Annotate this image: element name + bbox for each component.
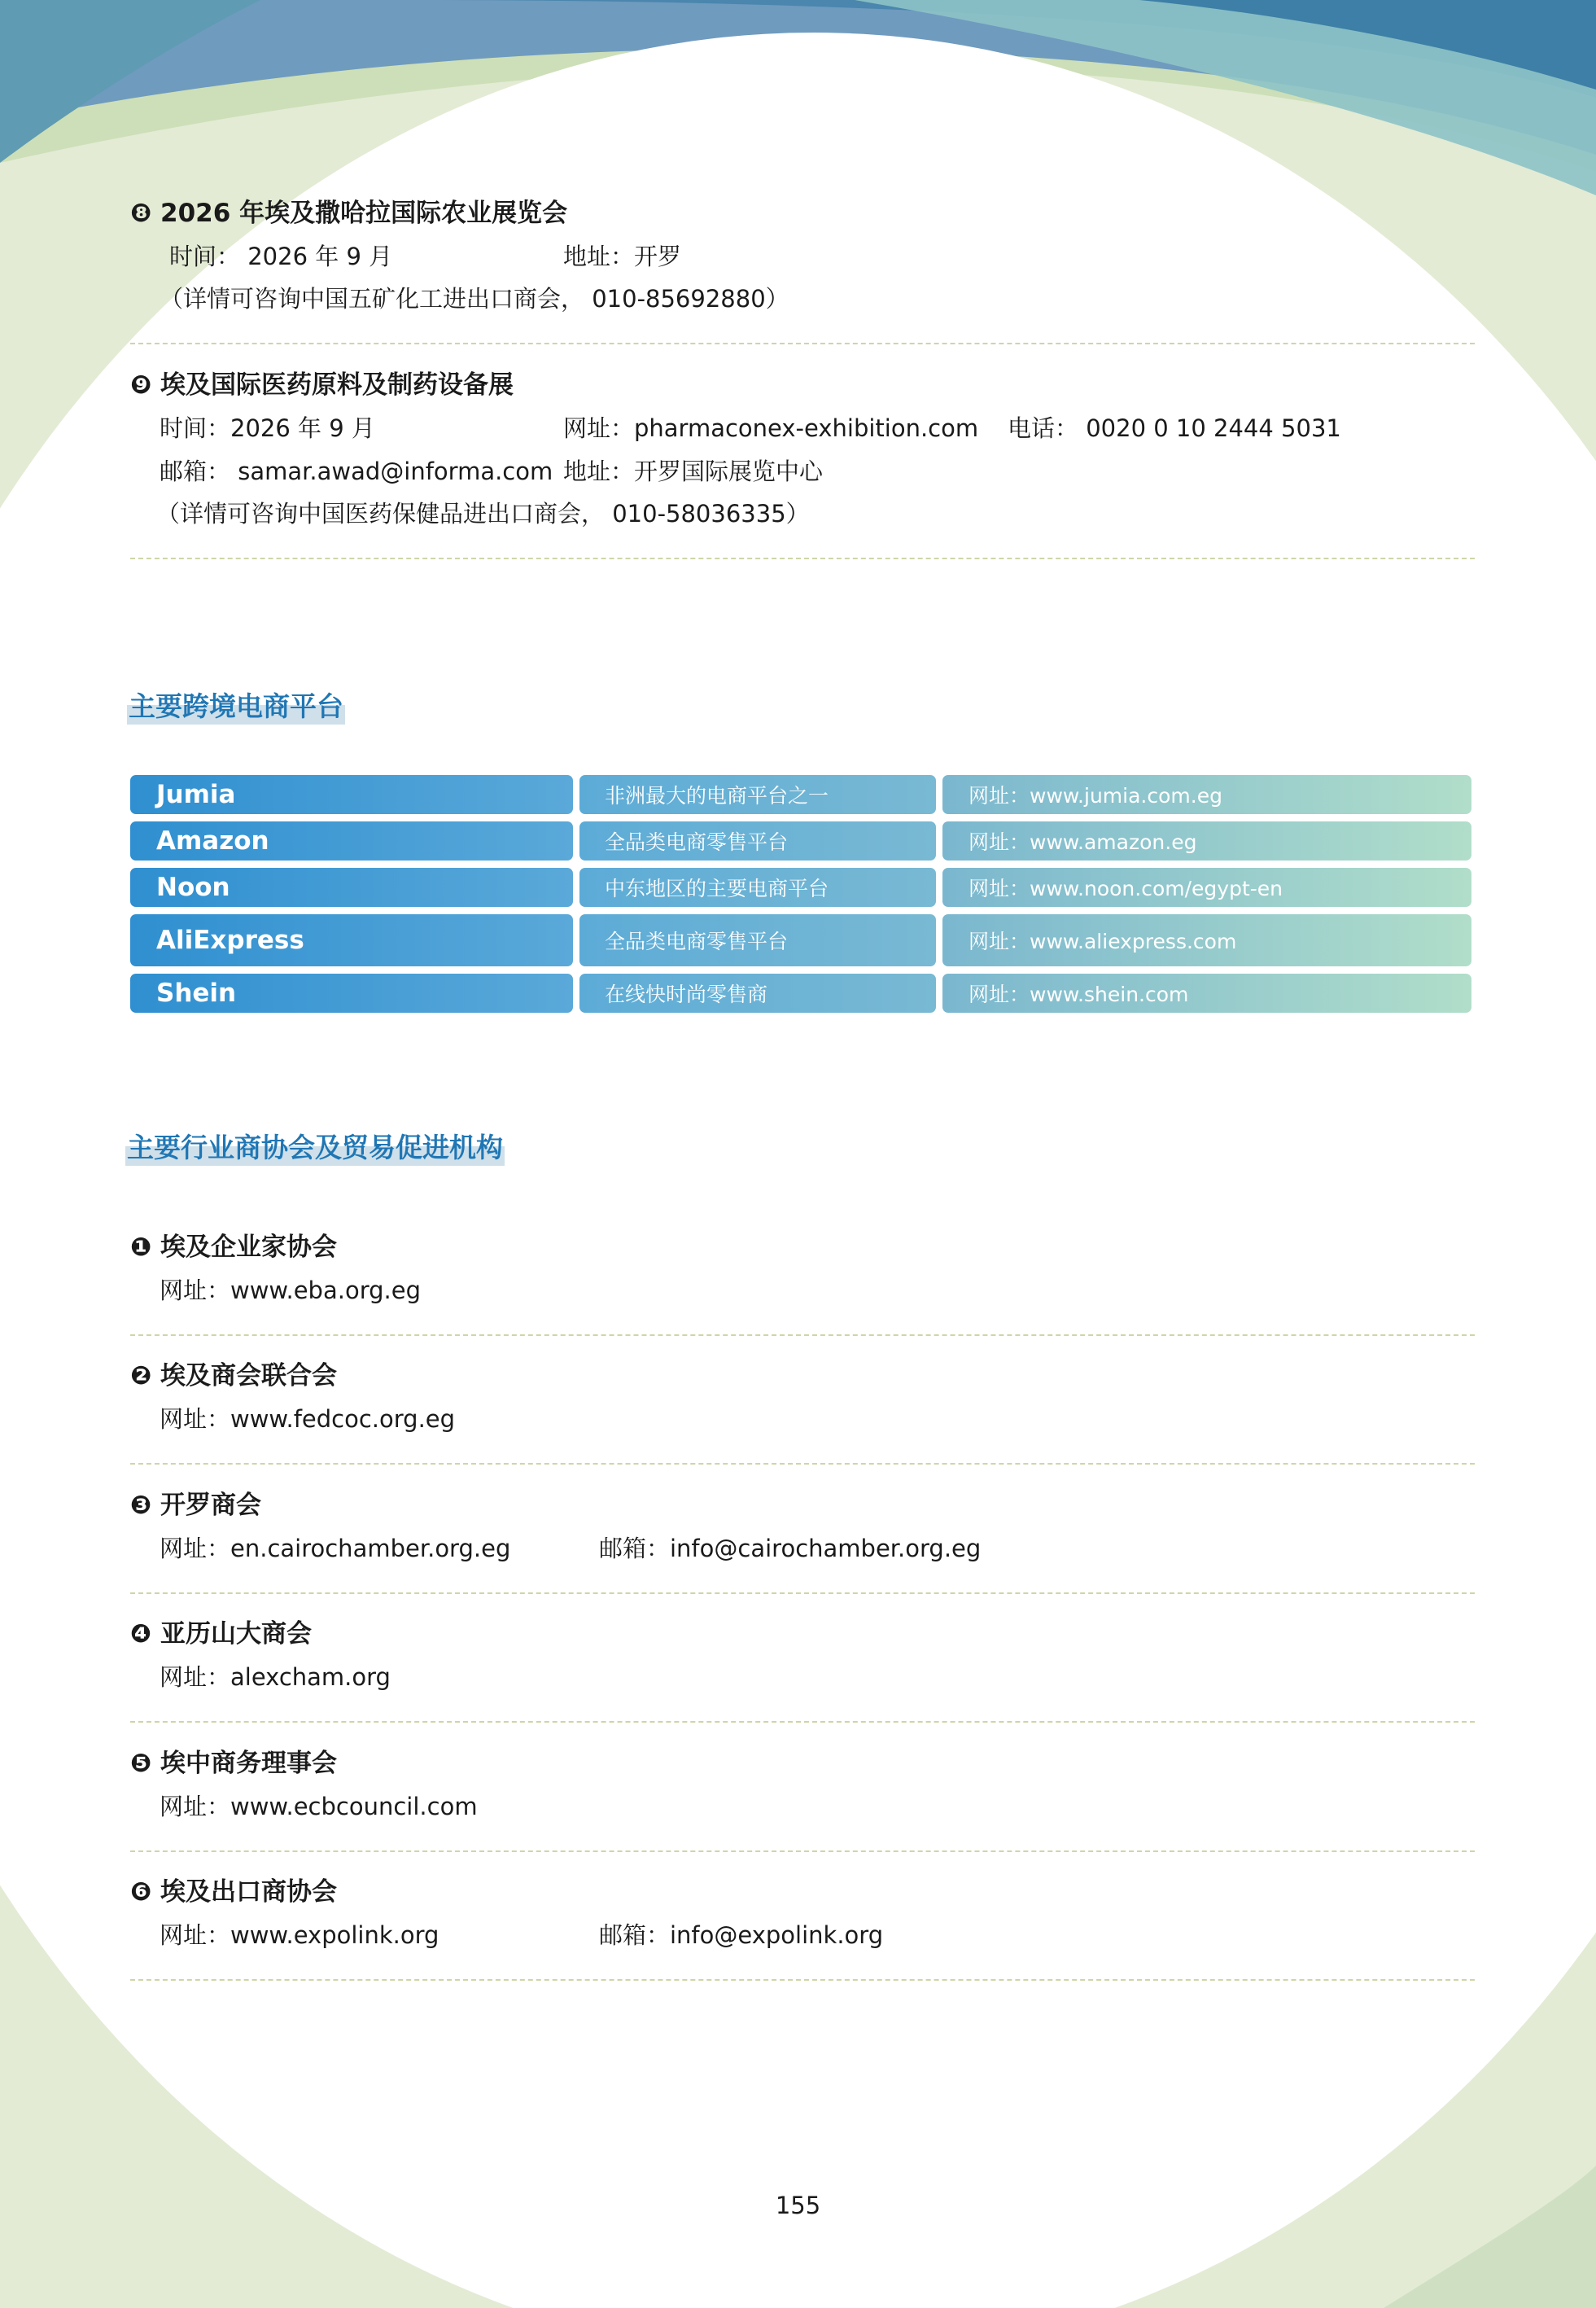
association-5-name: ❺ 埃中商务理事会 <box>130 1749 338 1778</box>
association-6-email: 邮箱：info@expolink.org <box>599 1921 884 1949</box>
exhibition-9-time: 时间：2026 年 9 月 <box>160 414 375 442</box>
number-3-icon: ❸ <box>130 1491 152 1520</box>
number-5-icon: ❺ <box>130 1749 152 1778</box>
separator <box>130 1979 1475 1981</box>
number-8-icon: ❽ <box>130 199 152 228</box>
platform-name: Noon <box>130 868 573 907</box>
exhibition-8-note: （详情可咨询中国五矿化工进出口商会， 010-85692880） <box>160 285 789 313</box>
association-6-name: ❻ 埃及出口商协会 <box>130 1877 338 1907</box>
separator <box>130 1721 1475 1723</box>
platform-desc: 在线快时尚零售商 <box>579 974 936 1013</box>
association-2-website: 网址：www.fedcoc.org.eg <box>160 1405 456 1433</box>
separator <box>130 1334 1475 1336</box>
number-9-icon: ❾ <box>130 370 152 400</box>
platform-url: 网址：www.aliexpress.com <box>942 914 1471 966</box>
exhibition-8-time: 时间： 2026 年 9 月 <box>169 243 393 270</box>
separator <box>130 1592 1475 1594</box>
separator <box>130 558 1475 559</box>
ecommerce-section-title: 主要跨境电商平台 <box>127 689 345 725</box>
association-6-website: 网址：www.expolink.org <box>160 1921 439 1949</box>
exhibition-9-address: 地址：开罗国际展览中心 <box>563 458 824 485</box>
exhibition-9-phone: 电话： 0020 0 10 2444 5031 <box>1008 414 1341 442</box>
association-2-name: ❷ 埃及商会联合会 <box>130 1361 338 1390</box>
exhibition-8-address: 地址：开罗 <box>563 243 682 270</box>
platform-desc: 中东地区的主要电商平台 <box>579 868 936 907</box>
platform-url: 网址：www.noon.com/egypt-en <box>942 868 1471 907</box>
separator <box>130 343 1475 344</box>
separator <box>130 1850 1475 1852</box>
number-6-icon: ❻ <box>130 1877 152 1907</box>
platform-url: 网址：www.jumia.com.eg <box>942 775 1471 814</box>
number-4-icon: ❹ <box>130 1619 152 1649</box>
platform-desc: 全品类电商零售平台 <box>579 914 936 966</box>
platform-name: Jumia <box>130 775 573 814</box>
platform-desc: 全品类电商零售平台 <box>579 821 936 861</box>
association-4-website: 网址：alexcham.org <box>160 1663 391 1691</box>
association-3-website: 网址：en.cairochamber.org.eg <box>160 1535 511 1562</box>
association-4-name: ❹ 亚历山大商会 <box>130 1619 313 1649</box>
separator <box>130 1463 1475 1465</box>
association-5-website: 网址：www.ecbcouncil.com <box>160 1793 478 1820</box>
association-3-name: ❸ 开罗商会 <box>130 1491 262 1520</box>
number-1-icon: ❶ <box>130 1233 152 1262</box>
page-number: 155 <box>775 2192 821 2219</box>
platform-name: Amazon <box>130 821 573 861</box>
number-2-icon: ❷ <box>130 1361 152 1390</box>
associations-section-title: 主要行业商协会及贸易促进机构 <box>125 1130 505 1166</box>
platform-name: Shein <box>130 974 573 1013</box>
association-3-email: 邮箱：info@cairochamber.org.eg <box>599 1535 982 1562</box>
platform-url: 网址：www.amazon.eg <box>942 821 1471 861</box>
exhibition-8-title: ❽ 2026 年埃及撒哈拉国际农业展览会 <box>130 199 568 228</box>
platform-url: 网址：www.shein.com <box>942 974 1471 1013</box>
exhibition-9-note: （详情可咨询中国医药保健品进出口商会， 010-58036335） <box>156 500 810 528</box>
exhibition-9-title: ❾ 埃及国际医药原料及制药设备展 <box>130 370 514 400</box>
platform-desc: 非洲最大的电商平台之一 <box>579 775 936 814</box>
association-1-name: ❶ 埃及企业家协会 <box>130 1233 338 1262</box>
platform-name: AliExpress <box>130 914 573 966</box>
association-1-website: 网址：www.eba.org.eg <box>160 1277 421 1304</box>
exhibition-9-website: 网址：pharmaconex-exhibition.com <box>563 414 979 442</box>
exhibition-9-email: 邮箱： samar.awad@informa.com <box>160 458 553 485</box>
